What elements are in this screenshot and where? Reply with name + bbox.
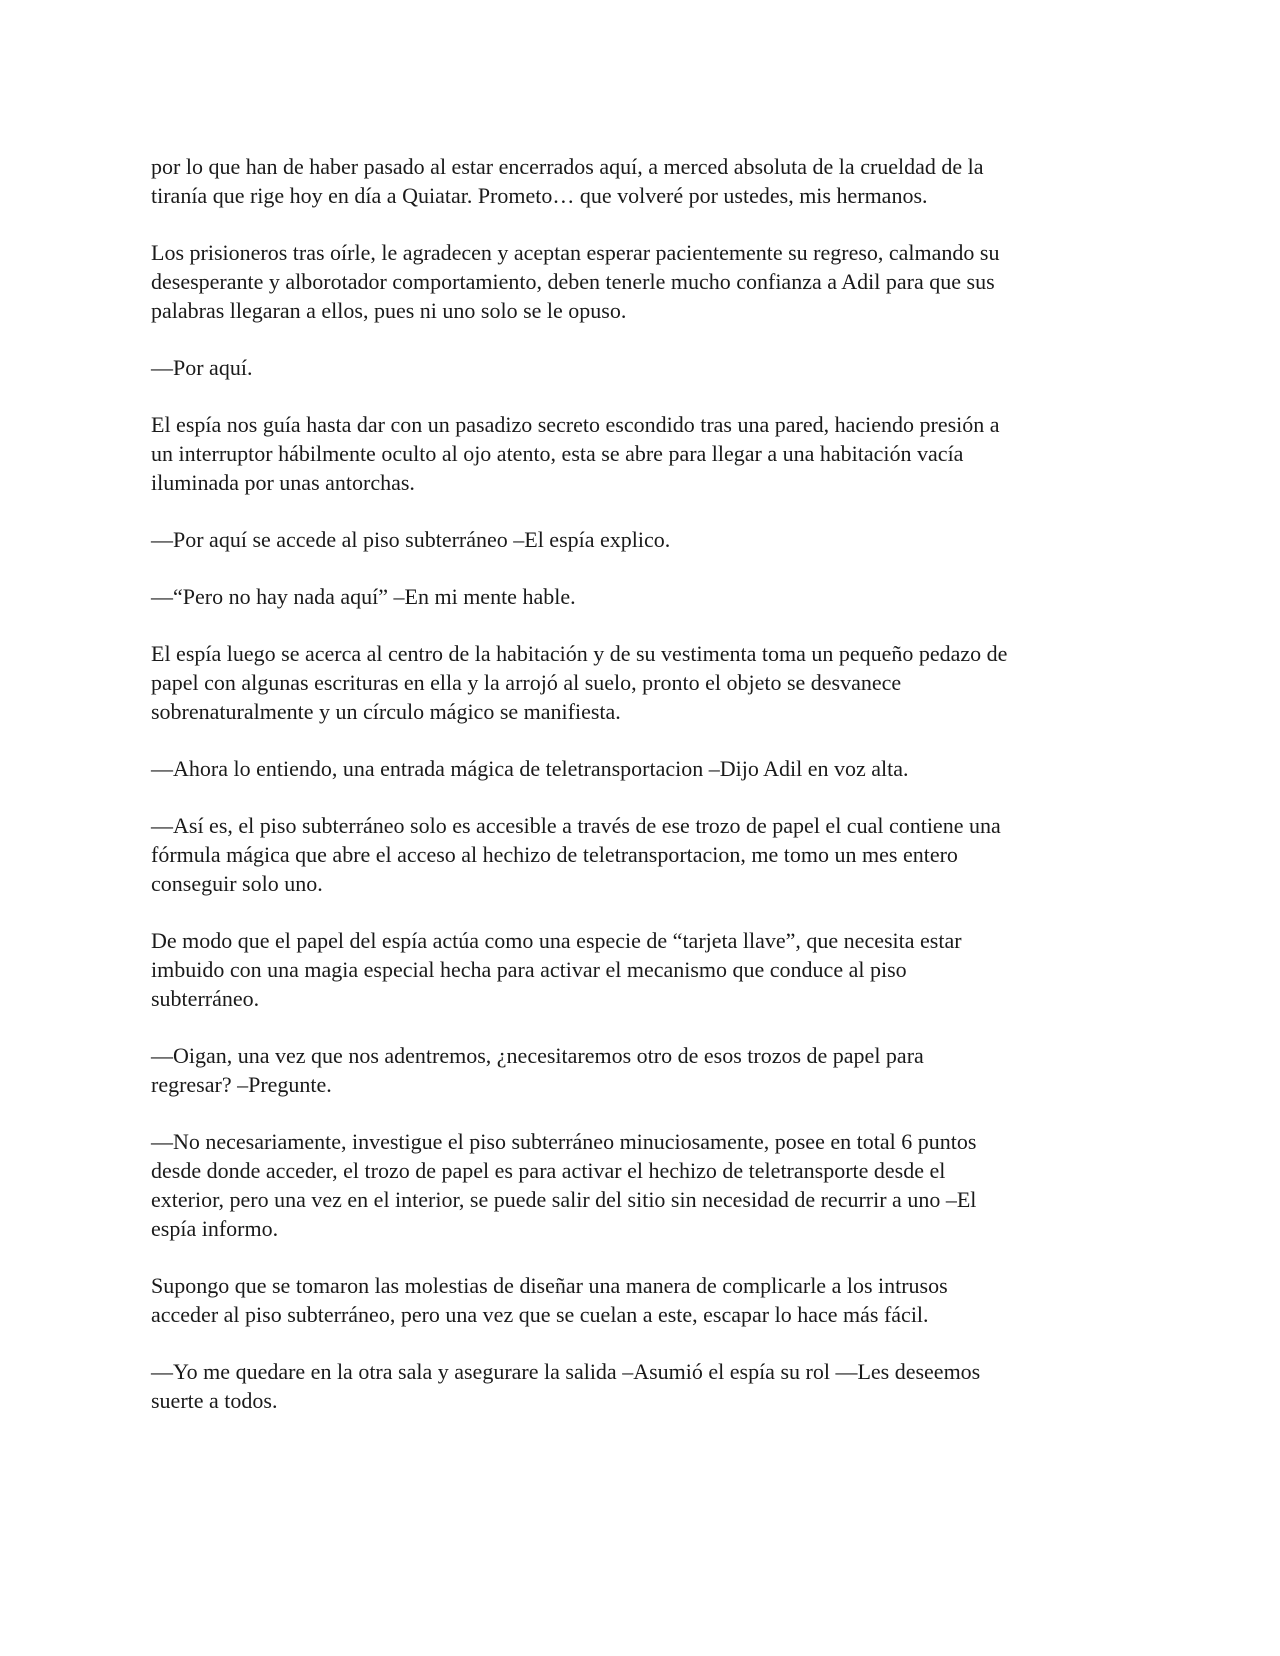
document-page <box>151 152 1141 1443</box>
paragraph-11: —Oigan, una vez que nos adentremos, ¿necesitaremos otro de esos trozos de papel para regresar? –Pregunte. <box>151 1043 924 1097</box>
paragraph-7: El espía luego se acerca al centro de la habitación y de su vestimenta toma un pequeño pedazo de papel con algunas escrituras en ella y la arrojó al suelo, pronto el objeto se desvanece sobrenaturalmente y un círculo mágico se manifiesta. <box>151 641 1008 724</box>
paragraph-13: Supongo que se tomaron las molestias de diseñar una manera de complicarle a los intrusos acceder al piso subterráneo, pero una vez que se cuelan a este, escapar lo hace más fácil. <box>151 1273 948 1327</box>
paragraph-9: —Así es, el piso subterráneo solo es accesible a través de ese trozo de papel el cual contiene una fórmula mágica que abre el acceso al hechizo de teletransportacion, me tomo un mes entero conseguir solo uno. <box>151 813 1001 896</box>
paragraph-4: El espía nos guía hasta dar con un pasadizo secreto escondido tras una pared, haciendo presión a un interruptor hábilmente oculto al ojo atento, esta se abre para llegar a una habitación vacía iluminada por unas antorchas. <box>151 412 1000 495</box>
paragraph-10: De modo que el papel del espía actúa como una especie de “tarjeta llave”, que necesita estar imbuido con una magia especial hecha para activar el mecanismo que conduce al piso subterráneo. <box>151 928 962 1011</box>
paragraph-3: —Por aquí. <box>151 355 253 380</box>
paragraph-5: —Por aquí se accede al piso subterráneo –El espía explico. <box>151 527 671 552</box>
paragraph-1: por lo que han de haber pasado al estar encerrados aquí, a merced absoluta de la crueldad de la tiranía que rige hoy en día a Quiatar. Prometo… que volveré por ustedes, mis hermanos. <box>151 154 984 208</box>
paragraph-8: —Ahora lo entiendo, una entrada mágica de teletransportacion –Dijo Adil en voz alta. <box>151 756 909 781</box>
paragraph-14: —Yo me quedare en la otra sala y asegurare la salida –Asumió el espía su rol —Les deseemos suerte a todos. <box>151 1359 981 1413</box>
paragraph-6: —“Pero no hay nada aquí” –En mi mente hable. <box>151 584 576 609</box>
paragraph-2: Los prisioneros tras oírle, le agradecen y aceptan esperar pacientemente su regreso, calmando su desesperante y alborotador comportamiento, deben tenerle mucho confianza a Adil para que sus palabras llegaran a ellos, pues ni uno solo se le opuso. <box>151 240 1000 323</box>
paragraph-12: —No necesariamente, investigue el piso subterráneo minuciosamente, posee en total 6 puntos desde donde acceder, el trozo de papel es para activar el hechizo de teletransporte desde el exterior, pero una vez en el interior, se puede salir del sitio sin necesidad de recurrir a uno –El espía informo. <box>151 1129 977 1241</box>
